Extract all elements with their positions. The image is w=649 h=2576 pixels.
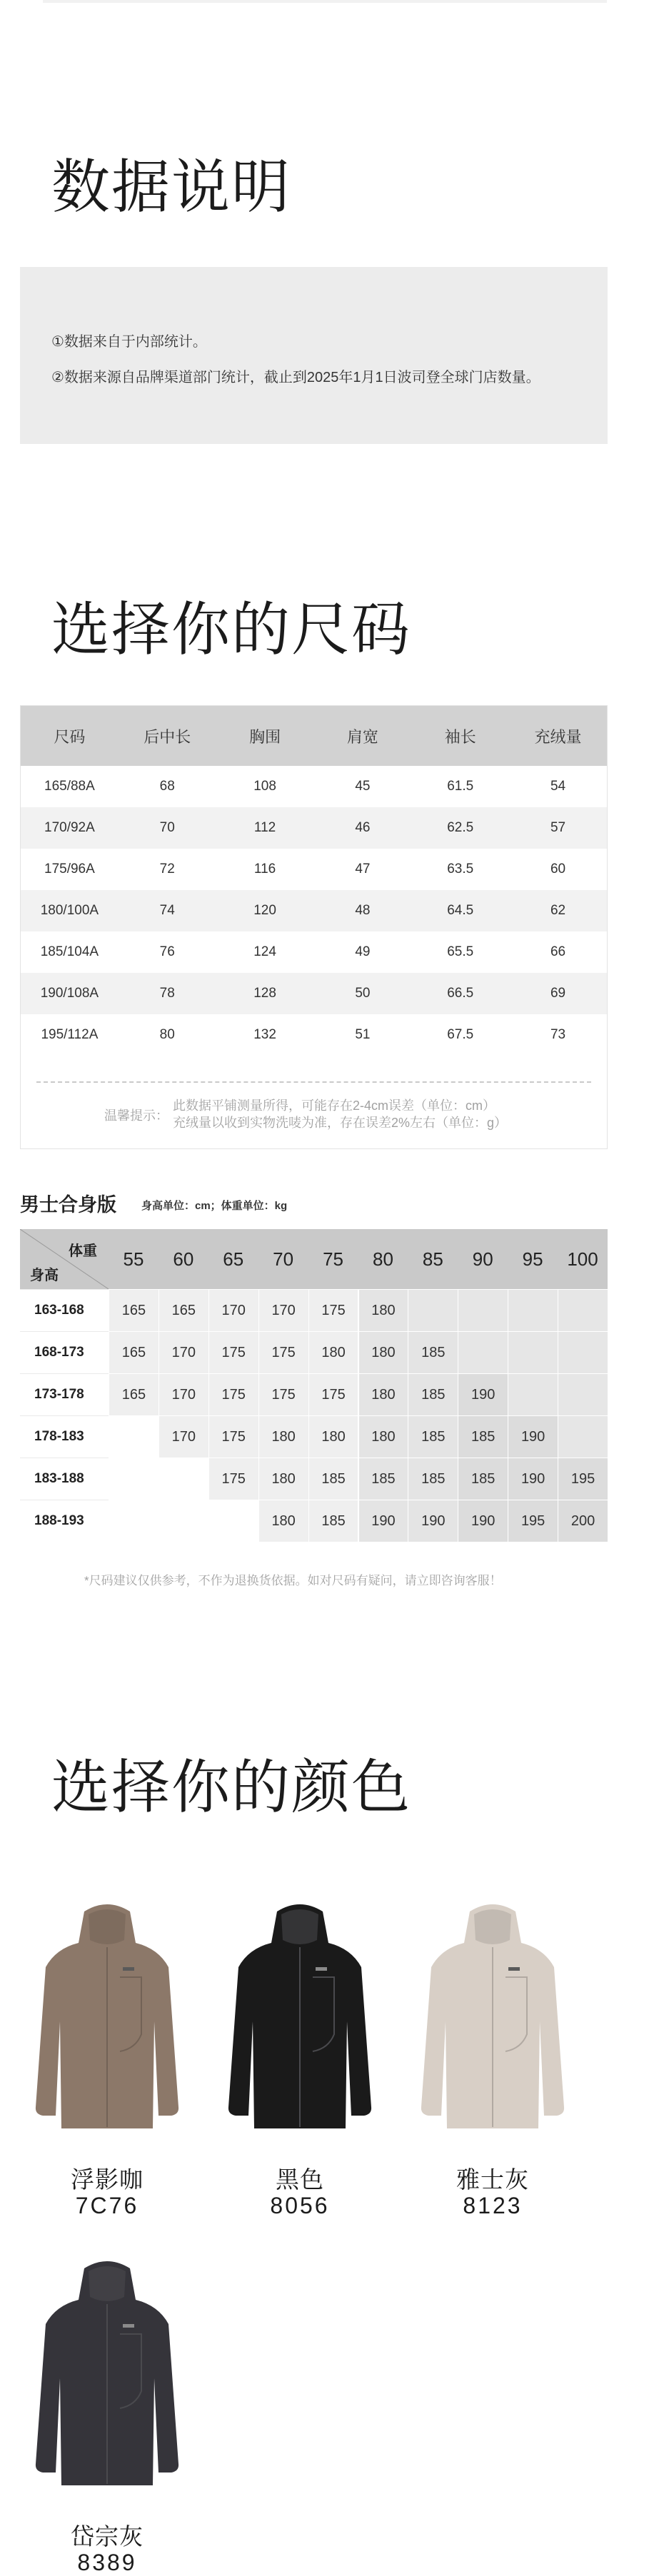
color-section-title: 选择你的颜色: [51, 1755, 412, 1820]
color-code: 8389: [77, 2550, 137, 2575]
size-cell: 124: [253, 944, 276, 959]
size-cell: 120: [253, 903, 276, 918]
color-swatch[interactable]: [414, 1899, 571, 2134]
fit-cell: [508, 1331, 558, 1373]
fit-cell: 165: [109, 1373, 159, 1415]
jacket-icon: [29, 2256, 186, 2491]
fit-cell: [558, 1373, 608, 1415]
fit-cell: 175: [308, 1373, 358, 1415]
fit-cell: [458, 1331, 508, 1373]
size-cell: 72: [159, 862, 175, 877]
size-cell: 62: [550, 903, 566, 918]
size-cell: 116: [253, 862, 276, 877]
fit-cell: 180: [358, 1373, 408, 1415]
dashed-divider: [36, 1081, 591, 1083]
fit-cell: 185: [308, 1458, 358, 1500]
height-range-label: 168-173: [20, 1331, 109, 1373]
color-swatch[interactable]: [221, 1899, 378, 2134]
size-cell: 62.5: [447, 820, 474, 835]
color-name: 岱宗灰: [71, 2523, 144, 2550]
fit-units-note: 身高单位：cm；体重单位：kg: [141, 1200, 288, 1212]
size-cell: 165/88A: [44, 779, 95, 794]
fit-cell: 185: [408, 1373, 458, 1415]
top-divider: [43, 0, 607, 3]
fit-cell: 175: [258, 1373, 308, 1415]
weight-header: 55: [123, 1248, 144, 1270]
size-cell: 45: [355, 779, 371, 794]
jacket-icon: [414, 1899, 571, 2134]
fit-cell: 165: [159, 1289, 208, 1331]
fit-cell: 185: [408, 1458, 458, 1500]
fit-cell: 190: [408, 1500, 458, 1542]
fit-cell: 190: [458, 1373, 508, 1415]
fit-cell: [159, 1500, 208, 1542]
size-cell: 78: [159, 986, 175, 1001]
weight-header: 80: [372, 1248, 393, 1270]
fit-cell: 185: [408, 1331, 458, 1373]
jacket-icon: [29, 1899, 186, 2134]
data-note-2: ②数据来源自品牌渠道部门统计，截止到2025年1月1日波司登全球门店数量。: [51, 370, 540, 385]
fit-cell: 180: [358, 1331, 408, 1373]
size-cell: 74: [159, 903, 175, 918]
data-note-1: ①数据来自于内部统计。: [51, 334, 207, 350]
fit-recommendation-table: [20, 1229, 608, 1543]
size-cell: 60: [550, 862, 566, 877]
size-cell: 66: [550, 944, 566, 959]
tip-line-1: 此数据平铺测量所得，可能存在2-4cm误差（单位：cm）: [173, 1098, 496, 1113]
fit-cell: [408, 1289, 458, 1331]
jacket-icon: [221, 1899, 378, 2134]
size-cell: 80: [159, 1027, 175, 1042]
size-cell: 69: [550, 986, 566, 1001]
fit-cell: [109, 1500, 159, 1542]
color-code: 8056: [270, 2193, 330, 2218]
fit-cell: [109, 1458, 159, 1500]
size-table-row: [21, 1014, 607, 1056]
size-cell: 54: [550, 779, 566, 794]
color-name: 雅士灰: [456, 2166, 529, 2193]
weight-header: 90: [472, 1248, 493, 1270]
size-col-header: 袖长: [444, 727, 476, 746]
fit-cell: 190: [458, 1500, 508, 1542]
fit-cell: 170: [159, 1331, 208, 1373]
fit-cell: [208, 1500, 258, 1542]
size-table-row: [21, 890, 607, 931]
size-cell: 48: [355, 903, 371, 918]
weight-header: 95: [522, 1248, 543, 1270]
size-col-header: 后中长: [144, 727, 191, 746]
fit-cell: 185: [308, 1500, 358, 1542]
color-swatch[interactable]: [29, 2256, 186, 2491]
fit-cell: 170: [258, 1289, 308, 1331]
size-col-header: 肩宽: [346, 727, 378, 746]
size-table: [20, 705, 608, 1149]
fit-cell: [508, 1373, 558, 1415]
fit-cell: 170: [159, 1373, 208, 1415]
fit-cell: 165: [109, 1331, 159, 1373]
weight-header: 65: [223, 1248, 244, 1270]
size-table-header: [21, 706, 607, 766]
weight-header: 75: [323, 1248, 343, 1270]
fit-cell: [159, 1458, 208, 1500]
data-section-title: 数据说明: [51, 155, 292, 220]
fit-cell: [558, 1415, 608, 1458]
size-cell: 185/104A: [40, 944, 99, 959]
weight-header: 70: [273, 1248, 294, 1270]
fit-cell: 175: [308, 1289, 358, 1331]
size-col-header: 胸围: [249, 727, 281, 746]
fit-cell: [109, 1415, 159, 1458]
size-cell: 112: [253, 820, 276, 835]
size-cell: 195/112A: [41, 1027, 99, 1042]
fit-cell: 185: [458, 1415, 508, 1458]
color-code: 7C76: [75, 2193, 139, 2218]
tip-label: 温馨提示：: [104, 1108, 168, 1123]
fit-cell: 185: [458, 1458, 508, 1500]
fit-cell: 190: [508, 1458, 558, 1500]
fit-cell: [558, 1331, 608, 1373]
fit-cell: 180: [358, 1289, 408, 1331]
fit-section-title: 男士合身版: [20, 1194, 116, 1216]
fit-cell: 200: [558, 1500, 608, 1542]
fit-cell: [508, 1289, 558, 1331]
size-col-header: 充绒量: [534, 727, 582, 746]
fit-cell: [558, 1289, 608, 1331]
size-cell: 64.5: [447, 903, 474, 918]
fit-cell: 170: [159, 1415, 208, 1458]
fit-cell: 175: [208, 1458, 258, 1500]
size-cell: 57: [550, 820, 566, 835]
size-cell: 132: [253, 1027, 276, 1042]
fit-cell: 180: [308, 1415, 358, 1458]
fit-cell: 180: [308, 1331, 358, 1373]
fit-cell: 175: [208, 1415, 258, 1458]
size-cell: 190/108A: [40, 986, 99, 1001]
color-name: 黑色: [276, 2166, 324, 2193]
size-cell: 50: [355, 986, 371, 1001]
fit-cell: 185: [358, 1458, 408, 1500]
size-col-header: 尺码: [54, 727, 86, 746]
fit-cell: 195: [508, 1500, 558, 1542]
height-range-label: 183-188: [20, 1458, 109, 1500]
size-cell: 49: [355, 944, 371, 959]
size-cell: 73: [550, 1027, 566, 1042]
size-table-row: [21, 807, 607, 849]
fit-cell: 180: [258, 1500, 308, 1542]
fit-cell: 190: [508, 1415, 558, 1458]
tip-line-2: 充绒量以收到实物洗唛为准，存在误差2%左右（单位：g）: [173, 1116, 508, 1130]
size-table-row: [21, 973, 607, 1014]
size-cell: 51: [355, 1027, 371, 1042]
fit-cell: 170: [208, 1289, 258, 1331]
height-range-label: 173-178: [20, 1373, 109, 1415]
size-cell: 61.5: [447, 779, 474, 794]
size-cell: 180/100A: [40, 903, 99, 918]
size-table-row: [21, 766, 607, 807]
size-cell: 68: [159, 779, 175, 794]
weight-header: 100: [567, 1248, 598, 1270]
fit-cell: 175: [208, 1373, 258, 1415]
fit-cell: 175: [208, 1331, 258, 1373]
size-cell: 63.5: [447, 862, 474, 877]
size-cell: 76: [159, 944, 175, 959]
weight-corner-label: 体重: [69, 1243, 97, 1259]
size-cell: 108: [253, 779, 276, 794]
size-cell: 128: [253, 986, 276, 1001]
weight-header: 85: [422, 1248, 443, 1270]
size-table-row: [21, 931, 607, 973]
size-cell: 66.5: [447, 986, 474, 1001]
fit-cell: 185: [408, 1415, 458, 1458]
color-name: 浮影咖: [71, 2166, 144, 2193]
fit-cell: 195: [558, 1458, 608, 1500]
fit-cell: 180: [258, 1458, 308, 1500]
fit-cell: [458, 1289, 508, 1331]
height-range-label: 188-193: [20, 1500, 109, 1542]
size-cell: 170/92A: [44, 820, 95, 835]
size-cell: 46: [355, 820, 371, 835]
height-range-label: 178-183: [20, 1415, 109, 1458]
size-cell: 65.5: [447, 944, 474, 959]
data-notes-box: [20, 267, 608, 444]
size-cell: 47: [355, 862, 371, 877]
fit-disclaimer: *尺码建议仅供参考，不作为退换货依据。如对尺码有疑问，请立即咨询客服！: [84, 1574, 502, 1587]
color-code: 8123: [463, 2193, 523, 2218]
fit-cell: 190: [358, 1500, 408, 1542]
size-section-title: 选择你的尺码: [51, 597, 412, 662]
size-cell: 70: [159, 820, 175, 835]
fit-cell: 180: [358, 1415, 408, 1458]
size-cell: 67.5: [447, 1027, 474, 1042]
height-range-label: 163-168: [20, 1289, 109, 1331]
fit-cell: 180: [258, 1415, 308, 1458]
fit-cell: 165: [109, 1289, 159, 1331]
weight-header: 60: [173, 1248, 194, 1270]
height-corner-label: 身高: [30, 1268, 59, 1283]
fit-cell: 175: [258, 1331, 308, 1373]
size-cell: 175/96A: [44, 862, 95, 877]
size-table-row: [21, 849, 607, 890]
color-swatch[interactable]: [29, 1899, 186, 2134]
